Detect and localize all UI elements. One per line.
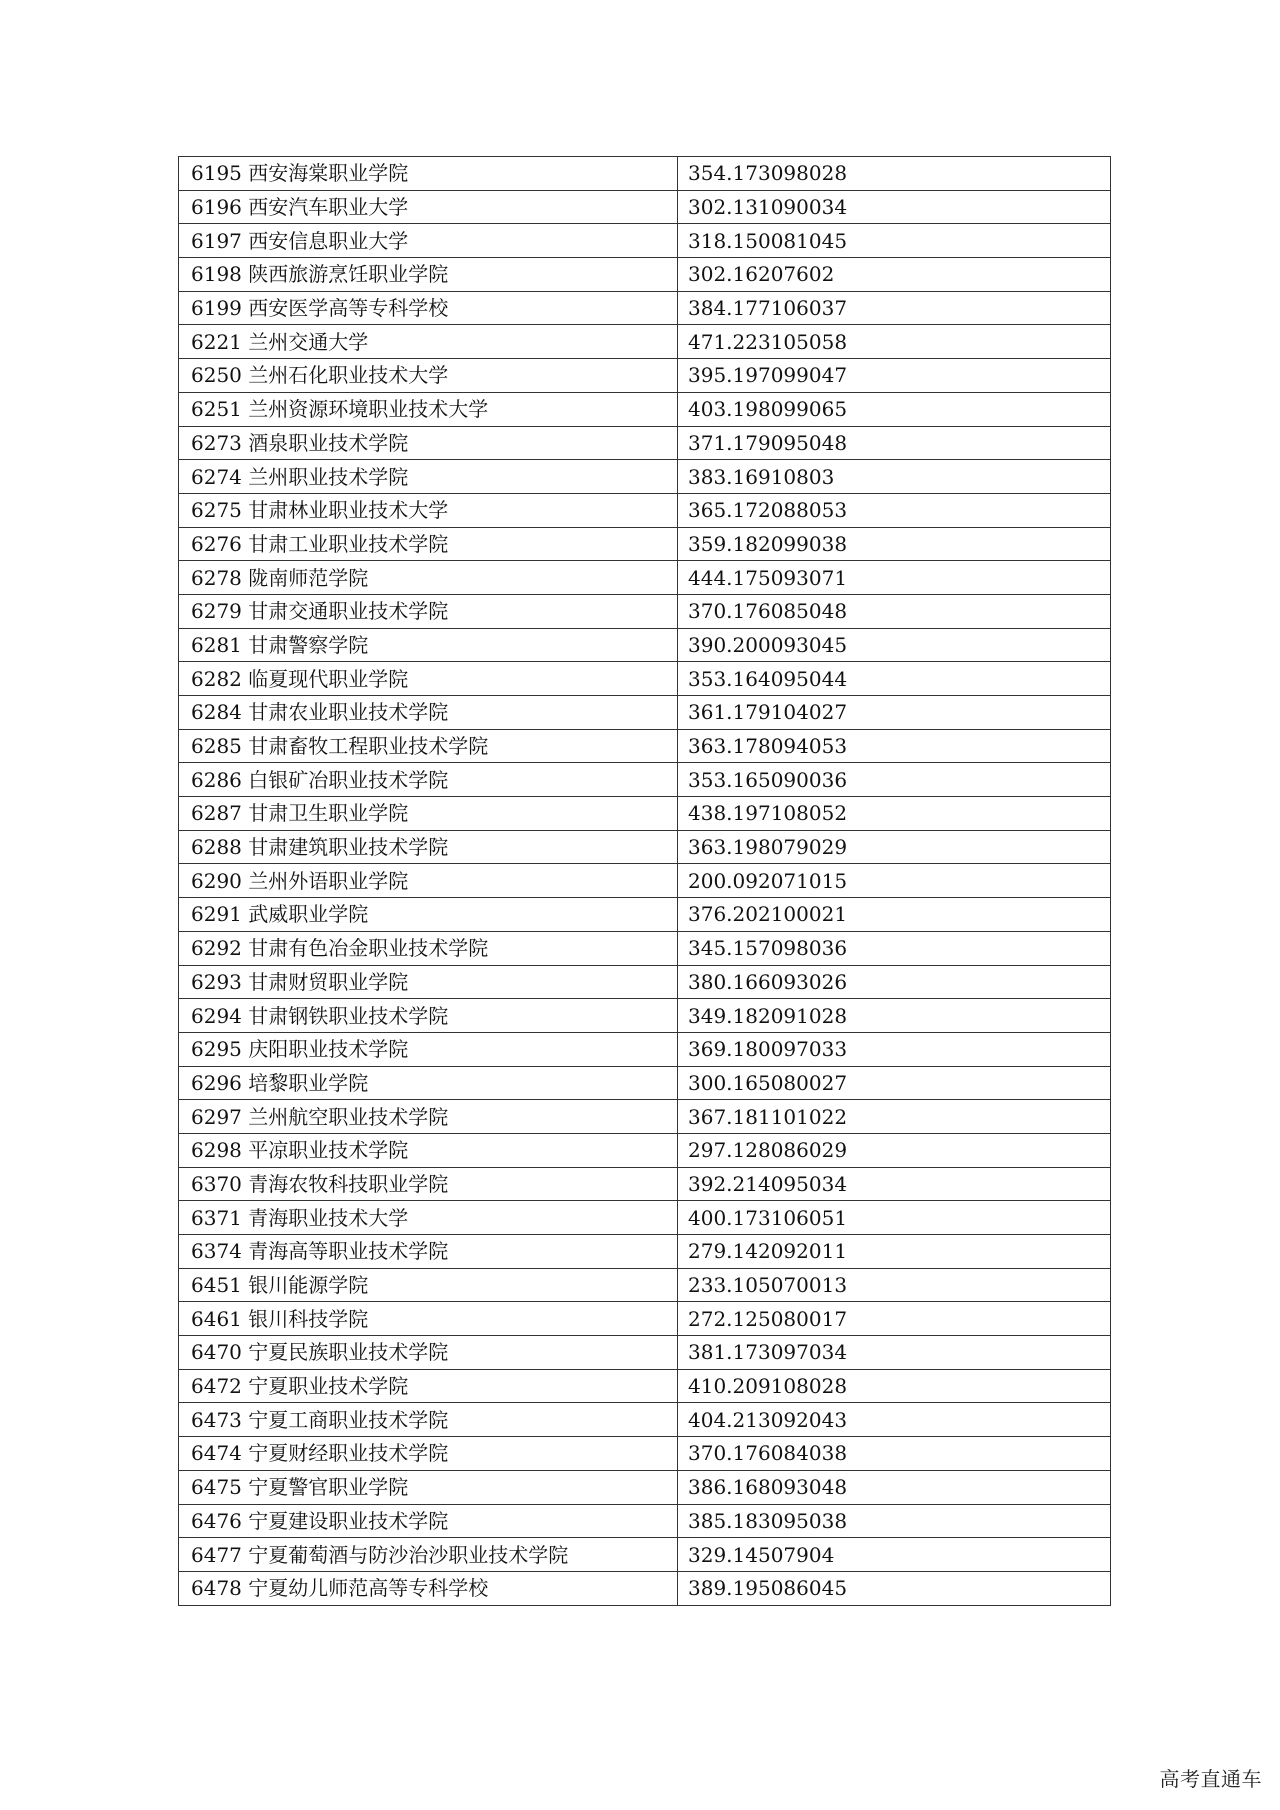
institution-cell: 6473 宁夏工商职业技术学院 xyxy=(179,1403,678,1437)
institution-cell: 6285 甘肃畜牧工程职业技术学院 xyxy=(179,729,678,763)
table-row xyxy=(179,1369,1111,1403)
score-cell: 371.179095048 xyxy=(678,426,1111,460)
table-row xyxy=(179,392,1111,426)
table-row xyxy=(179,426,1111,460)
score-cell: 410.209108028 xyxy=(678,1369,1111,1403)
score-cell: 353.164095044 xyxy=(678,662,1111,696)
table-row xyxy=(179,1403,1111,1437)
score-cell: 349.182091028 xyxy=(678,999,1111,1033)
score-cell: 363.198079029 xyxy=(678,830,1111,864)
table-row xyxy=(179,965,1111,999)
institution-cell: 6198 陕西旅游烹饪职业学院 xyxy=(179,258,678,292)
score-cell: 279.142092011 xyxy=(678,1235,1111,1269)
table-row xyxy=(179,291,1111,325)
score-cell: 369.180097033 xyxy=(678,1032,1111,1066)
table-row xyxy=(179,1167,1111,1201)
score-cell: 444.175093071 xyxy=(678,561,1111,595)
institution-cell: 6250 兰州石化职业技术大学 xyxy=(179,359,678,393)
institution-cell: 6278 陇南师范学院 xyxy=(179,561,678,595)
institution-cell: 6281 甘肃警察学院 xyxy=(179,628,678,662)
score-cell: 403.198099065 xyxy=(678,392,1111,426)
institution-cell: 6221 兰州交通大学 xyxy=(179,325,678,359)
score-cell: 359.182099038 xyxy=(678,527,1111,561)
score-cell: 302.131090034 xyxy=(678,190,1111,224)
institution-cell: 6474 宁夏财经职业技术学院 xyxy=(179,1437,678,1471)
institution-cell: 6297 兰州航空职业技术学院 xyxy=(179,1100,678,1134)
table-row xyxy=(179,527,1111,561)
score-cell: 300.165080027 xyxy=(678,1066,1111,1100)
score-cell: 385.183095038 xyxy=(678,1504,1111,1538)
table-row xyxy=(179,1437,1111,1471)
table-row xyxy=(179,729,1111,763)
institution-cell: 6478 宁夏幼儿师范高等专科学校 xyxy=(179,1571,678,1605)
table-row xyxy=(179,1235,1111,1269)
institution-cell: 6461 银川科技学院 xyxy=(179,1302,678,1336)
table-row xyxy=(179,190,1111,224)
score-cell: 386.168093048 xyxy=(678,1470,1111,1504)
institution-cell: 6195 西安海棠职业学院 xyxy=(179,157,678,191)
table-row xyxy=(179,493,1111,527)
score-cell: 438.197108052 xyxy=(678,797,1111,831)
score-cell: 200.092071015 xyxy=(678,864,1111,898)
institution-cell: 6451 银川能源学院 xyxy=(179,1268,678,1302)
table-row xyxy=(179,696,1111,730)
score-cell: 354.173098028 xyxy=(678,157,1111,191)
table-row xyxy=(179,662,1111,696)
table-row xyxy=(179,224,1111,258)
score-cell: 272.125080017 xyxy=(678,1302,1111,1336)
institution-cell: 6475 宁夏警官职业学院 xyxy=(179,1470,678,1504)
institution-cell: 6293 甘肃财贸职业学院 xyxy=(179,965,678,999)
institution-cell: 6291 武威职业学院 xyxy=(179,898,678,932)
institution-cell: 6295 庆阳职业技术学院 xyxy=(179,1032,678,1066)
table-row xyxy=(179,1032,1111,1066)
table-row xyxy=(179,1100,1111,1134)
watermark: 高考直通车 xyxy=(1159,1767,1262,1791)
table-row xyxy=(179,594,1111,628)
score-cell: 367.181101022 xyxy=(678,1100,1111,1134)
table-row xyxy=(179,561,1111,595)
institution-cell: 6199 西安医学高等专科学校 xyxy=(179,291,678,325)
institution-cell: 6472 宁夏职业技术学院 xyxy=(179,1369,678,1403)
table-row xyxy=(179,1268,1111,1302)
score-cell: 392.214095034 xyxy=(678,1167,1111,1201)
table-row xyxy=(179,1336,1111,1370)
score-cell: 376.202100021 xyxy=(678,898,1111,932)
table-row xyxy=(179,1066,1111,1100)
score-cell: 380.166093026 xyxy=(678,965,1111,999)
score-cell: 395.197099047 xyxy=(678,359,1111,393)
table-row xyxy=(179,1470,1111,1504)
table-row xyxy=(179,864,1111,898)
score-cell: 302.16207602 xyxy=(678,258,1111,292)
institution-cell: 6470 宁夏民族职业技术学院 xyxy=(179,1336,678,1370)
institution-cell: 6282 临夏现代职业学院 xyxy=(179,662,678,696)
institution-cell: 6290 兰州外语职业学院 xyxy=(179,864,678,898)
institution-cell: 6298 平凉职业技术学院 xyxy=(179,1133,678,1167)
table-row xyxy=(179,898,1111,932)
score-cell: 389.195086045 xyxy=(678,1571,1111,1605)
institution-cell: 6197 西安信息职业大学 xyxy=(179,224,678,258)
table-row xyxy=(179,1538,1111,1572)
score-cell: 361.179104027 xyxy=(678,696,1111,730)
table-row xyxy=(179,931,1111,965)
institution-cell: 6196 西安汽车职业大学 xyxy=(179,190,678,224)
table-row xyxy=(179,1201,1111,1235)
institution-cell: 6275 甘肃林业职业技术大学 xyxy=(179,493,678,527)
institution-cell: 6287 甘肃卫生职业学院 xyxy=(179,797,678,831)
institution-cell: 6276 甘肃工业职业技术学院 xyxy=(179,527,678,561)
score-cell: 471.223105058 xyxy=(678,325,1111,359)
institution-cell: 6286 白银矿冶职业技术学院 xyxy=(179,763,678,797)
institution-cell: 6476 宁夏建设职业技术学院 xyxy=(179,1504,678,1538)
institution-cell: 6274 兰州职业技术学院 xyxy=(179,460,678,494)
institution-cell: 6292 甘肃有色冶金职业技术学院 xyxy=(179,931,678,965)
score-cell: 404.213092043 xyxy=(678,1403,1111,1437)
table-row xyxy=(179,460,1111,494)
institution-cell: 6477 宁夏葡萄酒与防沙治沙职业技术学院 xyxy=(179,1538,678,1572)
table-row xyxy=(179,999,1111,1033)
table-row xyxy=(179,325,1111,359)
score-cell: 370.176085048 xyxy=(678,594,1111,628)
score-cell: 384.177106037 xyxy=(678,291,1111,325)
score-cell: 353.165090036 xyxy=(678,763,1111,797)
table-row xyxy=(179,628,1111,662)
institution-cell: 6288 甘肃建筑职业技术学院 xyxy=(179,830,678,864)
score-cell: 365.172088053 xyxy=(678,493,1111,527)
score-cell: 233.105070013 xyxy=(678,1268,1111,1302)
institution-cell: 6370 青海农牧科技职业学院 xyxy=(179,1167,678,1201)
institution-cell: 6284 甘肃农业职业技术学院 xyxy=(179,696,678,730)
table-row xyxy=(179,359,1111,393)
score-cell: 363.178094053 xyxy=(678,729,1111,763)
institution-cell: 6273 酒泉职业技术学院 xyxy=(179,426,678,460)
table-row xyxy=(179,258,1111,292)
score-cell: 329.14507904 xyxy=(678,1538,1111,1572)
score-cell: 390.200093045 xyxy=(678,628,1111,662)
institution-cell: 6296 培黎职业学院 xyxy=(179,1066,678,1100)
score-cell: 370.176084038 xyxy=(678,1437,1111,1471)
institution-cell: 6371 青海职业技术大学 xyxy=(179,1201,678,1235)
table-body xyxy=(179,157,1111,1606)
institution-cell: 6251 兰州资源环境职业技术大学 xyxy=(179,392,678,426)
score-table xyxy=(178,156,1111,1606)
score-cell: 381.173097034 xyxy=(678,1336,1111,1370)
institution-cell: 6294 甘肃钢铁职业技术学院 xyxy=(179,999,678,1033)
table-row xyxy=(179,157,1111,191)
score-cell: 318.150081045 xyxy=(678,224,1111,258)
score-cell: 297.128086029 xyxy=(678,1133,1111,1167)
table-row xyxy=(179,763,1111,797)
table-row xyxy=(179,1133,1111,1167)
table-row xyxy=(179,797,1111,831)
table-row xyxy=(179,1302,1111,1336)
institution-cell: 6279 甘肃交通职业技术学院 xyxy=(179,594,678,628)
score-cell: 400.173106051 xyxy=(678,1201,1111,1235)
table-row xyxy=(179,1571,1111,1605)
score-cell: 383.16910803 xyxy=(678,460,1111,494)
table-row xyxy=(179,1504,1111,1538)
score-cell: 345.157098036 xyxy=(678,931,1111,965)
table-row xyxy=(179,830,1111,864)
institution-cell: 6374 青海高等职业技术学院 xyxy=(179,1235,678,1269)
